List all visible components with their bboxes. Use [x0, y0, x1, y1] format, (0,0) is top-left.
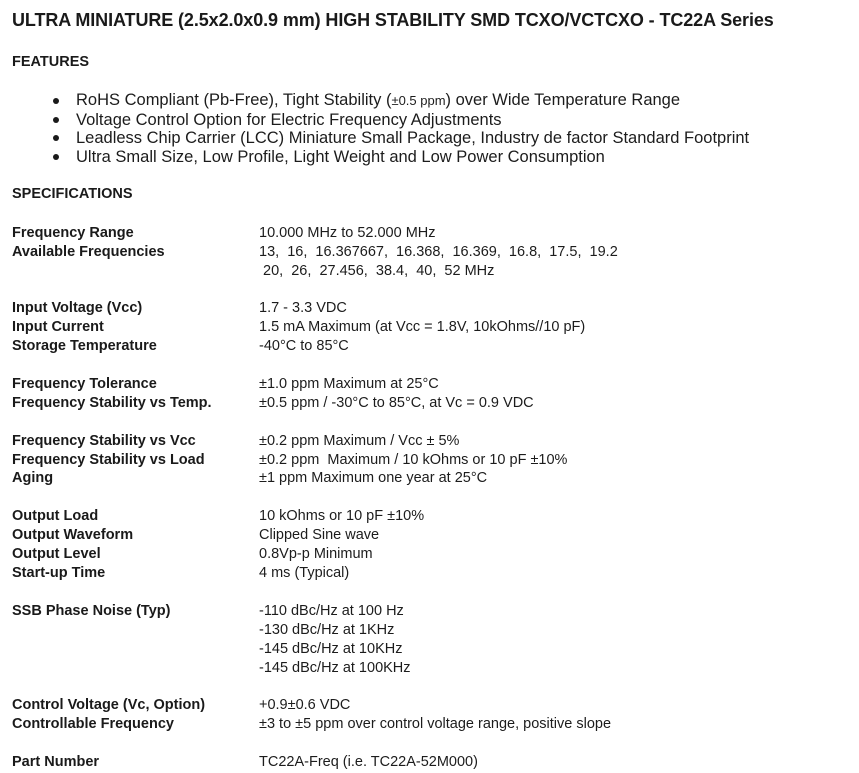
spec-label: Frequency Stability vs Vcc [12, 433, 196, 449]
spec-label: Start-up Time [12, 565, 106, 581]
spec-value: TC22A-Freq (i.e. TC22A-52M000) [259, 754, 478, 770]
spec-label: Input Current [12, 319, 104, 335]
feature-item [50, 111, 749, 130]
spec-label: Frequency Stability vs Temp. [12, 395, 212, 411]
spec-label: Controllable Frequency [12, 716, 174, 732]
spec-value: 13, 16, 16.367667, 16.368, 16.369, 16.8, 17.5, 19.2 20, 26, 27.456, 38.4, 40, 52 MHz [259, 244, 618, 279]
spec-value: ±0.2 ppm Maximum / Vcc ± 5% [259, 433, 460, 449]
spec-label: Frequency Range [12, 225, 134, 241]
spec-value: -110 dBc/Hz at 100 Hz -130 dBc/Hz at 1KHz -145 dBc/Hz at 10KHz -145 dBc/Hz at 100KHz [259, 603, 411, 676]
spec-label: Control Voltage (Vc, Option) [12, 697, 206, 713]
spec-value: ±0.2 ppm Maximum / 10 kOhms or 10 pF ±10% [259, 452, 568, 468]
bullet-icon [53, 117, 59, 123]
spec-value: 4 ms (Typical) [259, 565, 350, 581]
features-heading: FEATURES [12, 54, 90, 70]
spec-value: 1.5 mA Maximum (at Vcc = 1.8V, 10kOhms//10 pF) [259, 319, 586, 335]
bullet-icon [53, 98, 59, 104]
spec-label: Frequency Tolerance [12, 376, 157, 392]
feature-text: RoHS Compliant (Pb-Free), Tight Stability (±0.5 ppm) over Wide Temperature Range [76, 91, 681, 109]
spec-value: ±0.5 ppm / -30°C to 85°C, at Vc = 0.9 VDC [259, 395, 534, 411]
spec-label: Part Number [12, 754, 100, 770]
spec-value: ±3 to ±5 ppm over control voltage range, positive slope [259, 716, 612, 732]
bullet-icon [53, 154, 59, 160]
spec-label: Output Level [12, 546, 101, 562]
spec-value: 10.000 MHz to 52.000 MHz [259, 225, 436, 241]
spec-value: ±1.0 ppm Maximum at 25°C [259, 376, 439, 392]
feature-item [50, 148, 749, 167]
spec-value: -40°C to 85°C [259, 338, 349, 354]
features-list [50, 91, 749, 166]
spec-value: Clipped Sine wave [259, 527, 380, 543]
spec-label: Aging [12, 470, 54, 486]
feature-text: Leadless Chip Carrier (LCC) Miniature Small Package, Industry de factor Standard Footprint [76, 129, 750, 147]
spec-label: Storage Temperature [12, 338, 157, 354]
spec-label: Frequency Stability vs Load [12, 452, 205, 468]
feature-item [50, 91, 749, 111]
spec-label: Input Voltage (Vcc) [12, 300, 143, 316]
spec-value: ±1 ppm Maximum one year at 25°C [259, 470, 488, 486]
specifications-heading: SPECIFICATIONS [12, 186, 133, 202]
spec-label: Output Waveform [12, 527, 134, 543]
spec-value: 0.8Vp-p Minimum [259, 546, 373, 562]
page-title: ULTRA MINIATURE (2.5x2.0x0.9 mm) HIGH STABILITY SMD TCXO/VCTCXO - TC22A Series [12, 10, 774, 30]
spec-value: +0.9±0.6 VDC [259, 697, 351, 713]
feature-text: Ultra Small Size, Low Profile, Light Weight and Low Power Consumption [76, 147, 605, 166]
spec-label: Output Load [12, 508, 99, 524]
spec-value: 10 kOhms or 10 pF ±10% [259, 508, 425, 524]
spec-label: Available Frequencies [12, 244, 165, 260]
feature-item [50, 129, 749, 148]
spec-label: SSB Phase Noise (Typ) [12, 603, 171, 619]
feature-text: Voltage Control Option for Electric Frequency Adjustments [76, 110, 502, 129]
bullet-icon [53, 135, 59, 141]
spec-value: 1.7 - 3.3 VDC [259, 300, 347, 316]
